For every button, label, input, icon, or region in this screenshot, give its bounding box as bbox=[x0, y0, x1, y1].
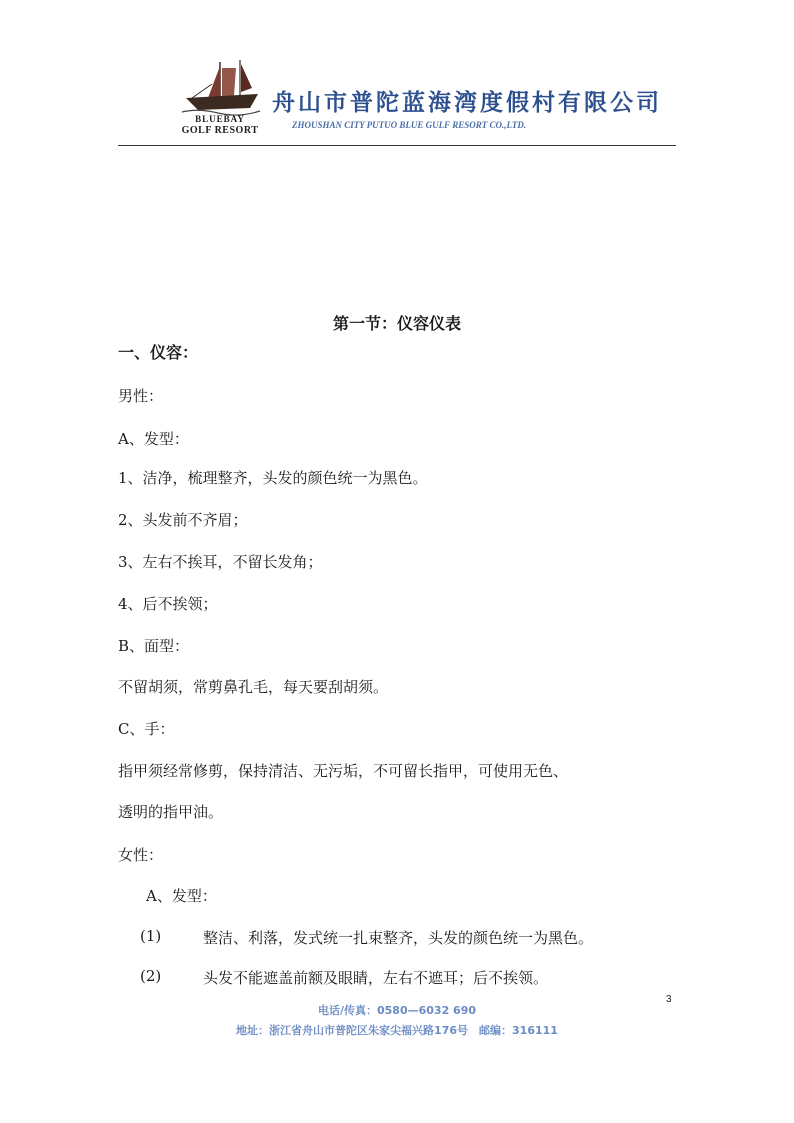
footer-address: 地址：浙江省舟山市普陀区朱家尖福兴路176号 邮编：316111 bbox=[236, 1024, 558, 1037]
list-item-text: 头发不能遮盖前额及眼睛，左右不遮耳；后不挨领。 bbox=[203, 969, 549, 987]
female-label: 女性： bbox=[118, 846, 164, 864]
heading-appearance: 一、仪容： bbox=[118, 343, 199, 362]
female-hairstyle-heading: A、发型： bbox=[146, 887, 217, 905]
male-hairstyle-item-2: 2、头发前不齐眉； bbox=[118, 511, 248, 529]
section-title: 第一节：仪容仪表 bbox=[332, 314, 461, 333]
male-hairstyle-heading: A、发型： bbox=[118, 430, 189, 448]
male-face-heading: B、面型： bbox=[118, 637, 190, 655]
male-hands-text-line-2: 透明的指甲油。 bbox=[118, 803, 224, 821]
logo-text-golf-resort: GOLF RESORT bbox=[181, 125, 259, 136]
male-hairstyle-item-3: 3、左右不挨耳，不留长发角； bbox=[118, 553, 323, 571]
sailboat-icon bbox=[178, 58, 264, 116]
footer-phone: 电话/传真：0580—6032 690 bbox=[317, 1004, 477, 1017]
male-hairstyle-item-1: 1、洁净，梳理整齐，头发的颜色统一为黑色。 bbox=[118, 469, 428, 487]
list-number: (1) bbox=[140, 927, 162, 945]
company-name-english: ZHOUSHAN CITY PUTUO BLUE GULF RESORT CO.,LTD. bbox=[292, 120, 527, 130]
list-number: (2) bbox=[140, 967, 162, 985]
male-hairstyle-item-4: 4、后不挨领； bbox=[118, 595, 218, 613]
company-logo bbox=[170, 58, 270, 140]
page-number: 3 bbox=[666, 994, 672, 1005]
list-item-text: 整洁、利落，发式统一扎束整齐，头发的颜色统一为黑色。 bbox=[203, 929, 594, 947]
male-face-text: 不留胡须，常剪鼻孔毛，每天要刮胡须。 bbox=[118, 678, 389, 696]
company-name-chinese: 舟山市普陀蓝海湾度假村有限公司 bbox=[272, 90, 662, 116]
letterhead bbox=[0, 0, 794, 150]
header-divider bbox=[118, 145, 676, 146]
male-hands-text-line-1: 指甲须经常修剪，保持清洁、无污垢，不可留长指甲，可使用无色、 bbox=[118, 762, 569, 780]
logo-text-bluebay: BLUEBAY bbox=[195, 114, 245, 124]
male-label: 男性： bbox=[118, 387, 164, 405]
male-hands-heading: C、手： bbox=[118, 720, 175, 738]
